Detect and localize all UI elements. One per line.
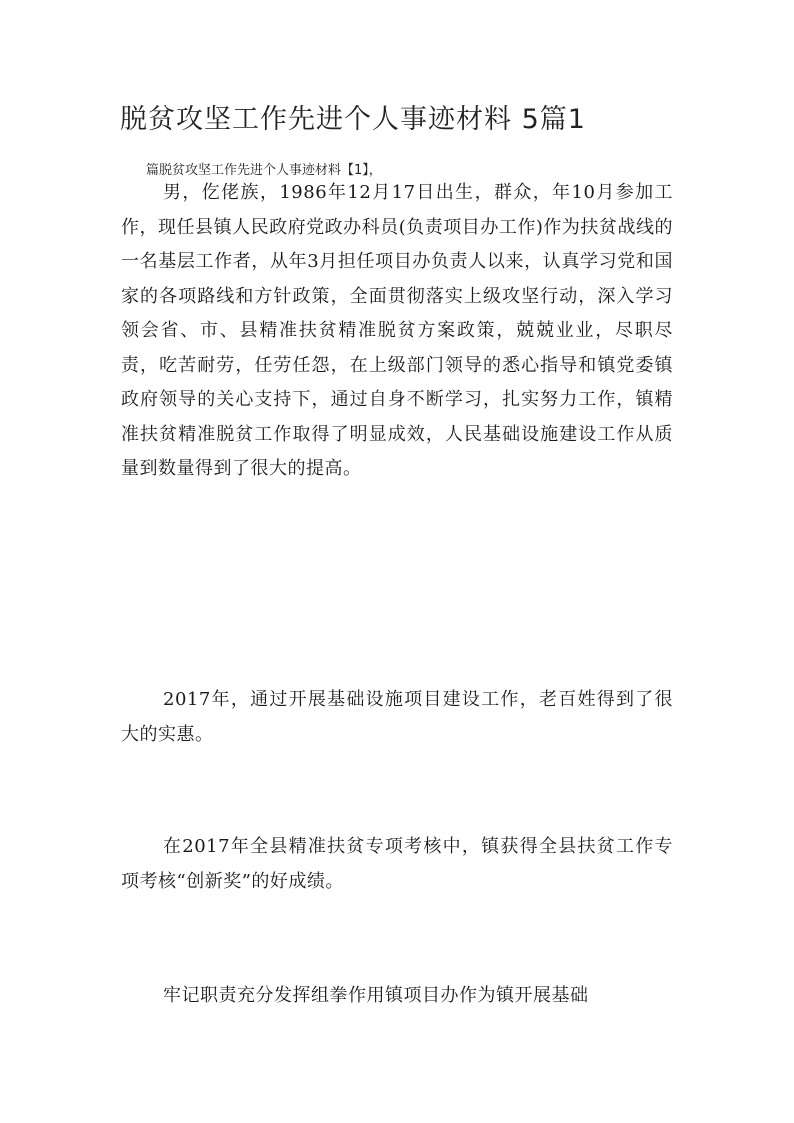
paragraph-1: 男，仡佬族，1986年12月17日出生，群众，年10月参加工作，现任县镇人民政府党政办科员(负责项目办工作)作为扶贫战线的一名基层工作者，从年3月担任项目办负责人以来，认真学习党和国家的各项路线和方针政策，全面贯彻落实上级攻坚行动，深入学习领会省、市、县精准扶贫精准脱贫方案政策，兢兢业业，尽职尽责，吃苦耐劳，任劳任怨，在上级部门领导的悉心指导和镇党委镇政府领导的关心支持下，通过自身不断学习，扎实努力工作，镇精准扶贫精准脱贫工作取得了明显成效，人民基础设施建设工作从质量到数量得到了很大的提高。: [121, 182, 673, 479]
document-subtitle: 篇脱贫攻坚工作先进个人事迹材料【1】，: [146, 163, 382, 178]
paragraph-2: 2017年，通过开展基础设施项目建设工作，老百姓得到了很大的实惠。: [121, 689, 673, 745]
paragraph-4: 牢记职责充分发挥组拳作用镇项目办作为镇开展基础: [163, 985, 589, 1006]
document-title: 脱贫攻坚工作先进个人事迹材料 5篇1: [120, 104, 586, 135]
paragraph-3: 在2017年全县精准扶贫专项考核中，镇获得全县扶贫工作专项考核“创新奖”的好成绩。: [121, 836, 673, 892]
